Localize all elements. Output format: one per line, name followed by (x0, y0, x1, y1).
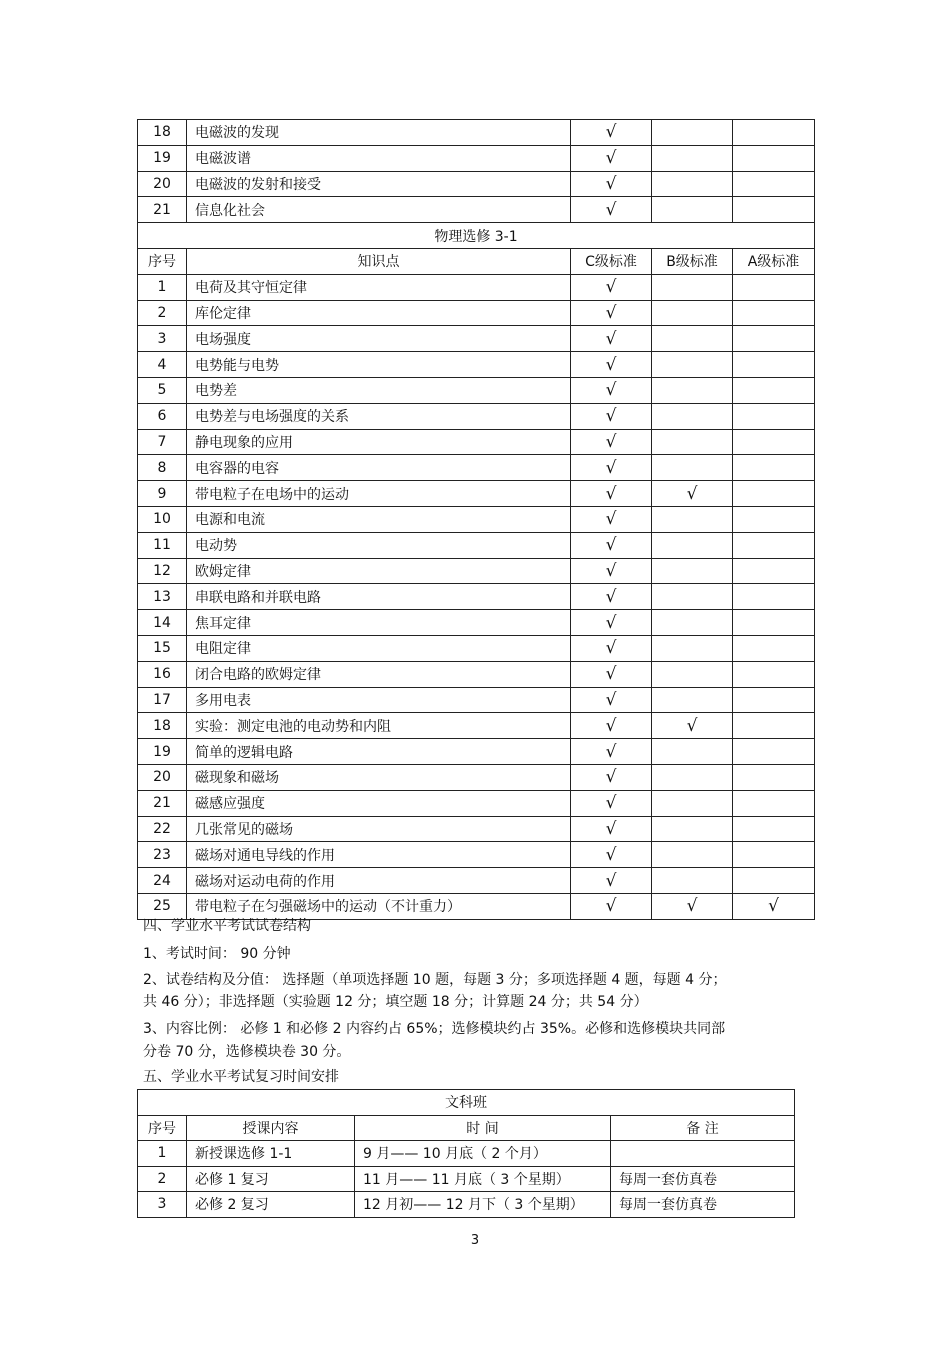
knowledge-point: 带电粒子在匀强磁场中的运动（不计重力） (187, 893, 571, 919)
table-row (138, 868, 815, 894)
table-row (138, 713, 815, 739)
page-number: 3 (470, 1233, 480, 1248)
table-row (138, 1166, 795, 1192)
row-number: 2 (138, 1166, 187, 1192)
time-range: 9 月—— 10 月底（ 2 个月） (355, 1141, 611, 1167)
review-schedule-table (137, 1089, 795, 1218)
table-row (138, 790, 815, 816)
a-standard-cell (733, 816, 815, 842)
schedule-header-no: 序号 (138, 1115, 187, 1141)
a-standard-cell (733, 532, 815, 558)
row-number: 19 (138, 145, 187, 171)
table-row (138, 429, 815, 455)
row-number: 9 (138, 481, 187, 507)
check-mark-icon: √ (605, 406, 617, 427)
knowledge-point: 电场强度 (187, 326, 571, 352)
table-row (138, 584, 815, 610)
knowledge-point: 闭合电路的欧姆定律 (187, 661, 571, 687)
b-standard-cell (652, 326, 733, 352)
row-number: 24 (138, 868, 187, 894)
schedule-title-row (138, 1090, 795, 1116)
check-mark-icon: √ (768, 896, 779, 917)
row-number: 23 (138, 842, 187, 868)
module-3-1-rows (138, 274, 815, 919)
knowledge-point: 信息化社会 (187, 197, 571, 223)
b-standard-cell (652, 868, 733, 894)
table-row (138, 635, 815, 661)
table-row (138, 661, 815, 687)
table-row (138, 481, 815, 507)
c-standard-cell (571, 842, 652, 868)
knowledge-point: 磁场对通电导线的作用 (187, 842, 571, 868)
table-row (138, 403, 815, 429)
knowledge-point: 带电粒子在电场中的运动 (187, 481, 571, 507)
section4-heading: 四、学业水平考试试卷结构 (143, 918, 311, 934)
remark: 每周一套仿真卷 (611, 1166, 795, 1192)
a-standard-cell (733, 687, 815, 713)
b-standard-cell (652, 687, 733, 713)
b-standard-cell (652, 610, 733, 636)
knowledge-point: 电磁波谱 (187, 145, 571, 171)
knowledge-point: 磁场对运动电荷的作用 (187, 868, 571, 894)
row-number: 3 (138, 1192, 187, 1218)
b-standard-cell (652, 506, 733, 532)
row-number: 2 (138, 300, 187, 326)
a-standard-cell (733, 429, 815, 455)
time-range: 12 月初—— 12 月下（ 3 个星期） (355, 1192, 611, 1218)
b-standard-cell (652, 558, 733, 584)
a-standard-cell (733, 171, 815, 197)
header-topic: 知识点 (187, 248, 571, 274)
knowledge-point: 电磁波的发现 (187, 120, 571, 146)
knowledge-point: 电源和电流 (187, 506, 571, 532)
c-standard-cell (571, 739, 652, 765)
table-row (138, 377, 815, 403)
section-title: 物理选修 3-1 (138, 223, 815, 249)
table-row (138, 687, 815, 713)
b-standard-cell (652, 120, 733, 146)
c-standard-cell (571, 635, 652, 661)
knowledge-point: 静电现象的应用 (187, 429, 571, 455)
knowledge-point: 磁感应强度 (187, 790, 571, 816)
check-mark-icon: √ (605, 302, 617, 323)
b-standard-cell (652, 197, 733, 223)
b-standard-cell (652, 274, 733, 300)
row-number: 25 (138, 893, 187, 919)
schedule-header-note: 备 注 (611, 1115, 795, 1141)
b-standard-cell (652, 842, 733, 868)
knowledge-point: 电荷及其守恒定律 (187, 274, 571, 300)
c-standard-cell (571, 764, 652, 790)
b-standard-cell (652, 661, 733, 687)
a-standard-cell (733, 455, 815, 481)
knowledge-point: 串联电路和并联电路 (187, 584, 571, 610)
a-standard-cell (733, 635, 815, 661)
check-mark-icon: √ (605, 457, 617, 478)
b-standard-cell (652, 352, 733, 378)
schedule-rows (138, 1141, 795, 1218)
exam-structure-line2: 共 46 分）；非选择题（实验题 12 分；填空题 18 分；计算题 24 分；共 54 分） (143, 994, 648, 1010)
c-standard-cell (571, 429, 652, 455)
table-row (138, 326, 815, 352)
table-row (138, 506, 815, 532)
c-standard-cell (571, 274, 652, 300)
remark (611, 1141, 795, 1167)
row-number: 21 (138, 197, 187, 223)
c-standard-cell (571, 687, 652, 713)
c-standard-cell (571, 868, 652, 894)
a-standard-cell (733, 403, 815, 429)
a-standard-cell (733, 558, 815, 584)
a-standard-cell (733, 584, 815, 610)
table-row (138, 455, 815, 481)
remark: 每周一套仿真卷 (611, 1192, 795, 1218)
knowledge-point: 实验：测定电池的电动势和内阻 (187, 713, 571, 739)
row-number: 16 (138, 661, 187, 687)
header-row (138, 248, 815, 274)
row-number: 18 (138, 120, 187, 146)
row-number: 10 (138, 506, 187, 532)
knowledge-point: 磁现象和磁场 (187, 764, 571, 790)
knowledge-standards-table (137, 119, 815, 920)
previous-module-rows (138, 120, 815, 223)
exam-structure-line1: 2、试卷结构及分值： 选择题（单项选择题 10 题，每题 3 分；多项选择题 4 题，每题 4 分； (143, 972, 727, 988)
b-standard-cell (652, 764, 733, 790)
table-row (138, 532, 815, 558)
knowledge-point: 欧姆定律 (187, 558, 571, 584)
table-row (138, 352, 815, 378)
check-mark-icon: √ (686, 896, 698, 917)
knowledge-point: 电势能与电势 (187, 352, 571, 378)
schedule-header-row (138, 1115, 795, 1141)
b-standard-cell (652, 145, 733, 171)
check-mark-icon: √ (605, 535, 617, 556)
schedule-header-content: 授课内容 (187, 1115, 355, 1141)
a-standard-cell (733, 842, 815, 868)
c-standard-cell (571, 584, 652, 610)
row-number: 4 (138, 352, 187, 378)
table-row (138, 1141, 795, 1167)
time-range: 11 月—— 11 月底（ 3 个星期） (355, 1166, 611, 1192)
table-row (138, 145, 815, 171)
check-mark-icon: √ (605, 431, 617, 452)
a-standard-cell (733, 352, 815, 378)
check-mark-icon: √ (605, 199, 617, 220)
a-standard-cell (733, 300, 815, 326)
check-mark-icon: √ (605, 277, 617, 298)
check-mark-icon: √ (605, 173, 617, 194)
check-mark-icon: √ (605, 509, 617, 530)
a-standard-cell (733, 610, 815, 636)
schedule-header-time: 时 间 (355, 1115, 611, 1141)
a-standard-cell (733, 377, 815, 403)
exam-time: 1、考试时间： 90 分钟 (143, 946, 291, 962)
check-mark-icon: √ (605, 586, 617, 607)
knowledge-point: 电磁波的发射和接受 (187, 171, 571, 197)
b-standard-cell (652, 377, 733, 403)
knowledge-point: 多用电表 (187, 687, 571, 713)
header-no: 序号 (138, 248, 187, 274)
c-standard-cell (571, 300, 652, 326)
b-standard-cell (652, 403, 733, 429)
c-standard-cell (571, 120, 652, 146)
a-standard-cell (733, 120, 815, 146)
check-mark-icon: √ (605, 715, 617, 736)
table-row (138, 842, 815, 868)
check-mark-icon: √ (605, 664, 617, 685)
c-standard-cell (571, 532, 652, 558)
b-standard-cell (652, 429, 733, 455)
header-c-standard: C级标准 (571, 248, 652, 274)
lesson-content: 必修 2 复习 (187, 1192, 355, 1218)
b-standard-cell (652, 532, 733, 558)
check-mark-icon: √ (605, 380, 617, 401)
c-standard-cell (571, 145, 652, 171)
row-number: 21 (138, 790, 187, 816)
check-mark-icon: √ (605, 741, 617, 762)
check-mark-icon: √ (605, 354, 617, 375)
b-standard-cell (652, 739, 733, 765)
c-standard-cell (571, 455, 652, 481)
schedule-title: 文科班 (138, 1090, 795, 1116)
row-number: 5 (138, 377, 187, 403)
knowledge-point: 焦耳定律 (187, 610, 571, 636)
check-mark-icon: √ (605, 122, 617, 143)
check-mark-icon: √ (605, 483, 617, 504)
c-standard-cell (571, 558, 652, 584)
row-number: 12 (138, 558, 187, 584)
knowledge-point: 电容器的电容 (187, 455, 571, 481)
check-mark-icon: √ (605, 767, 617, 788)
content-ratio-line2: 分卷 70 分，选修模块卷 30 分。 (143, 1044, 351, 1060)
row-number: 17 (138, 687, 187, 713)
row-number: 3 (138, 326, 187, 352)
row-number: 6 (138, 403, 187, 429)
lesson-content: 必修 1 复习 (187, 1166, 355, 1192)
table-row (138, 300, 815, 326)
check-mark-icon: √ (605, 148, 617, 169)
check-mark-icon: √ (605, 689, 617, 710)
b-standard-cell (652, 713, 733, 739)
table-row (138, 816, 815, 842)
table-row (138, 120, 815, 146)
b-standard-cell (652, 171, 733, 197)
knowledge-point: 电势差 (187, 377, 571, 403)
row-number: 7 (138, 429, 187, 455)
a-standard-cell (733, 326, 815, 352)
table-row (138, 1192, 795, 1218)
knowledge-point: 库伦定律 (187, 300, 571, 326)
row-number: 8 (138, 455, 187, 481)
b-standard-cell (652, 635, 733, 661)
b-standard-cell (652, 455, 733, 481)
a-standard-cell (733, 145, 815, 171)
a-standard-cell (733, 739, 815, 765)
c-standard-cell (571, 326, 652, 352)
header-b-standard: B级标准 (652, 248, 733, 274)
table-row (138, 171, 815, 197)
knowledge-point: 电势差与电场强度的关系 (187, 403, 571, 429)
b-standard-cell (652, 300, 733, 326)
check-mark-icon: √ (605, 793, 617, 814)
row-number: 20 (138, 764, 187, 790)
section5-heading: 五、学业水平考试复习时间安排 (143, 1069, 339, 1085)
row-number: 18 (138, 713, 187, 739)
row-number: 1 (138, 1141, 187, 1167)
b-standard-cell (652, 816, 733, 842)
table-row (138, 274, 815, 300)
section-title-row (138, 223, 815, 249)
check-mark-icon: √ (605, 612, 617, 633)
table-row (138, 610, 815, 636)
b-standard-cell (652, 481, 733, 507)
c-standard-cell (571, 481, 652, 507)
knowledge-point: 电阻定律 (187, 635, 571, 661)
a-standard-cell (733, 506, 815, 532)
table-row (138, 197, 815, 223)
row-number: 13 (138, 584, 187, 610)
b-standard-cell (652, 790, 733, 816)
b-standard-cell (652, 584, 733, 610)
c-standard-cell (571, 171, 652, 197)
content-ratio-line1: 3、内容比例： 必修 1 和必修 2 内容约占 65%；选修模块约占 35%。必修和选修模块共同部 (143, 1021, 726, 1037)
c-standard-cell (571, 377, 652, 403)
lesson-content: 新授课选修 1-1 (187, 1141, 355, 1167)
a-standard-cell (733, 790, 815, 816)
check-mark-icon: √ (605, 818, 617, 839)
check-mark-icon: √ (605, 896, 617, 917)
header-a-standard: A级标准 (733, 248, 815, 274)
c-standard-cell (571, 197, 652, 223)
check-mark-icon: √ (605, 638, 617, 659)
row-number: 1 (138, 274, 187, 300)
a-standard-cell (733, 274, 815, 300)
row-number: 15 (138, 635, 187, 661)
table-row (138, 739, 815, 765)
check-mark-icon: √ (686, 715, 698, 736)
check-mark-icon: √ (686, 483, 698, 504)
row-number: 19 (138, 739, 187, 765)
c-standard-cell (571, 790, 652, 816)
knowledge-point: 电动势 (187, 532, 571, 558)
c-standard-cell (571, 506, 652, 532)
table-row (138, 558, 815, 584)
a-standard-cell (733, 713, 815, 739)
row-number: 22 (138, 816, 187, 842)
row-number: 14 (138, 610, 187, 636)
a-standard-cell (733, 481, 815, 507)
table-row (138, 764, 815, 790)
c-standard-cell (571, 713, 652, 739)
c-standard-cell (571, 661, 652, 687)
c-standard-cell (571, 816, 652, 842)
knowledge-point: 简单的逻辑电路 (187, 739, 571, 765)
a-standard-cell (733, 661, 815, 687)
check-mark-icon: √ (605, 560, 617, 581)
check-mark-icon: √ (605, 844, 617, 865)
c-standard-cell (571, 610, 652, 636)
a-standard-cell (733, 764, 815, 790)
check-mark-icon: √ (605, 328, 617, 349)
a-standard-cell (733, 197, 815, 223)
row-number: 20 (138, 171, 187, 197)
row-number: 11 (138, 532, 187, 558)
check-mark-icon: √ (605, 870, 617, 891)
knowledge-point: 几张常见的磁场 (187, 816, 571, 842)
c-standard-cell (571, 403, 652, 429)
c-standard-cell (571, 352, 652, 378)
a-standard-cell (733, 868, 815, 894)
